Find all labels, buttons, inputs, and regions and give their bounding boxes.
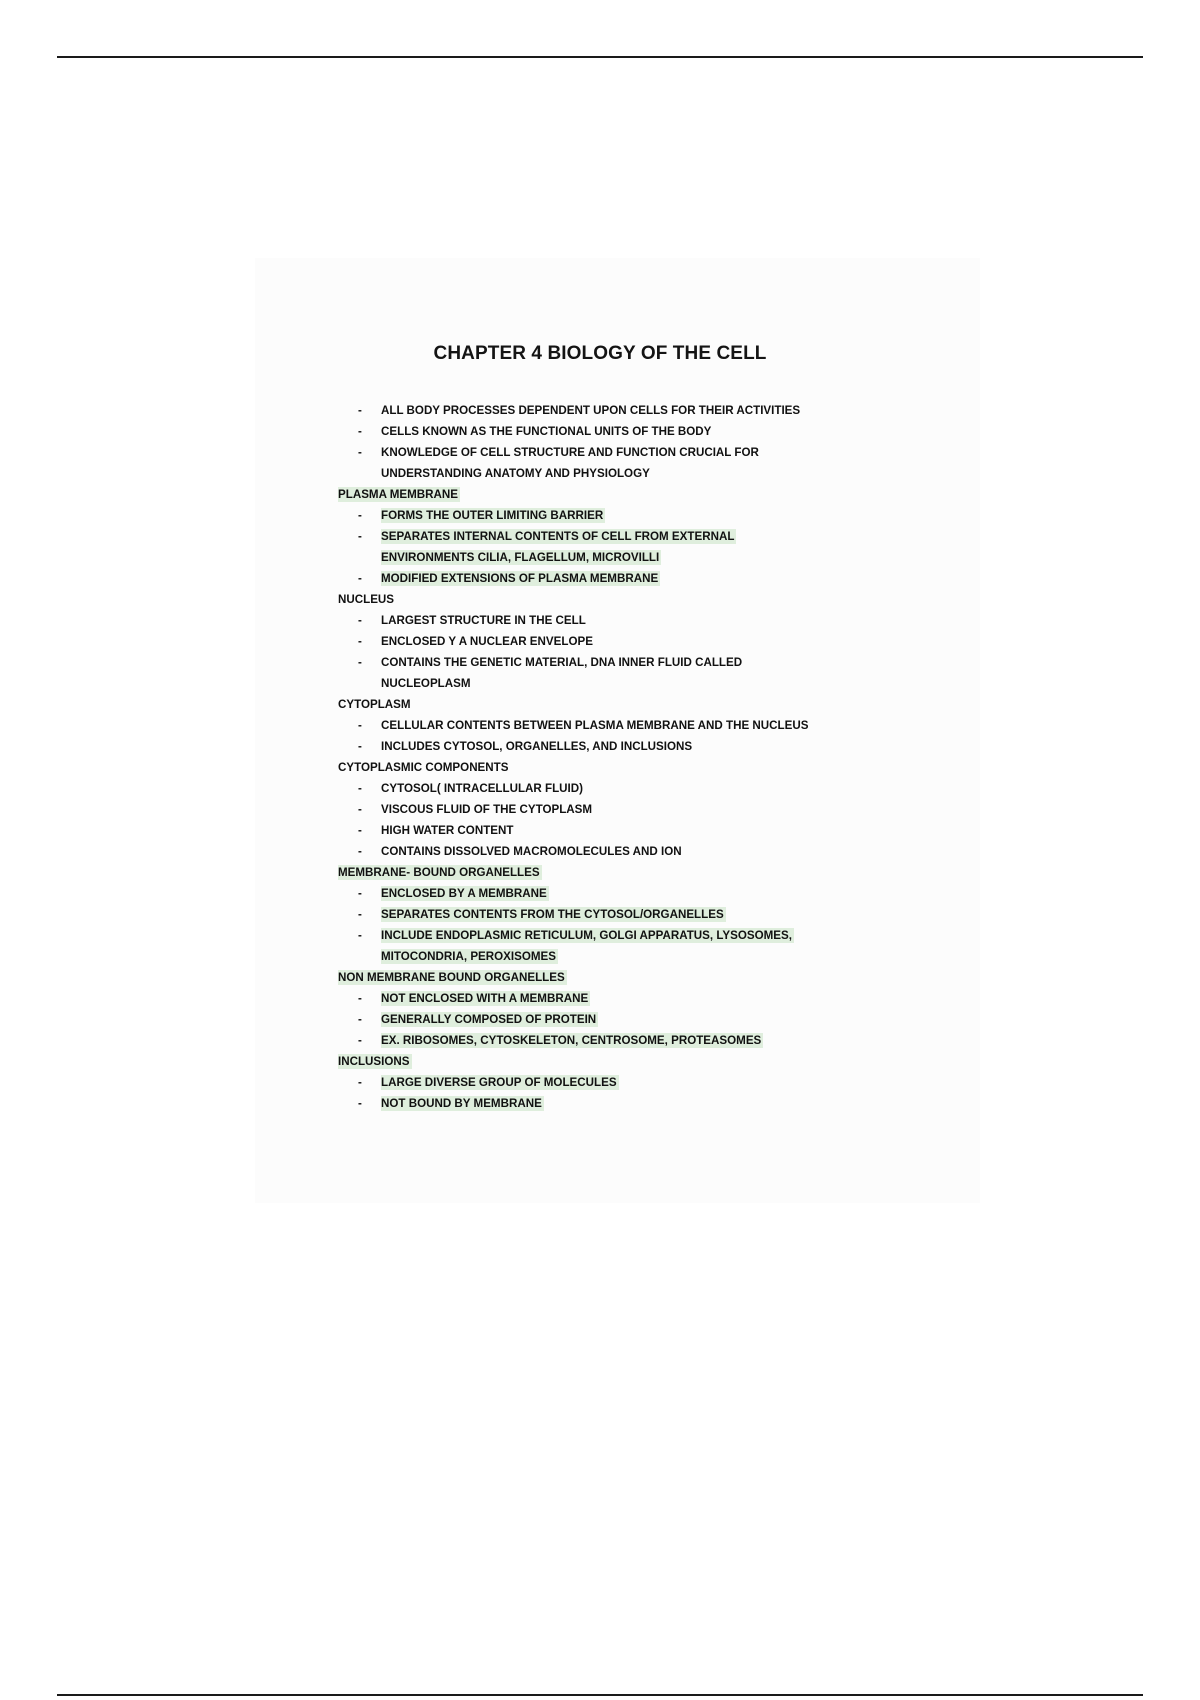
line-text: KNOWLEDGE OF CELL STRUCTURE AND FUNCTION CRUCIAL FOR bbox=[381, 446, 759, 459]
line-text: PLASMA MEMBRANE bbox=[338, 488, 459, 501]
document-title: CHAPTER 4 BIOLOGY OF THE CELL bbox=[433, 343, 767, 364]
bullet-item bbox=[338, 925, 938, 946]
bullet-item bbox=[338, 988, 938, 1009]
bullet-dash: - bbox=[358, 803, 362, 816]
bullet-dash: - bbox=[358, 509, 362, 522]
line-text: FORMS THE OUTER LIMITING BARRIER bbox=[381, 509, 604, 522]
bullet-item bbox=[338, 505, 938, 526]
bullet-dash: - bbox=[358, 1013, 362, 1026]
line-text: CELLULAR CONTENTS BETWEEN PLASMA MEMBRANE AND THE NUCLEUS bbox=[381, 719, 809, 732]
bullet-item bbox=[338, 442, 938, 463]
line-text: EX. RIBOSOMES, CYTOSKELETON, CENTROSOME, PROTEASOMES bbox=[381, 1034, 762, 1047]
line-text: INCLUSIONS bbox=[338, 1055, 410, 1068]
section-heading bbox=[338, 694, 938, 715]
line-text: INCLUDES CYTOSOL, ORGANELLES, AND INCLUSIONS bbox=[381, 740, 693, 753]
bullet-item bbox=[338, 904, 938, 925]
bullet-item bbox=[338, 631, 938, 652]
bullet-item bbox=[338, 778, 938, 799]
bullet-item bbox=[338, 610, 938, 631]
line-text: INCLUDE ENDOPLASMIC RETICULUM, GOLGI APPARATUS, LYSOSOMES, bbox=[381, 929, 792, 942]
line-text: CONTAINS THE GENETIC MATERIAL, DNA INNER FLUID CALLED bbox=[381, 656, 743, 669]
bullet-continuation bbox=[338, 946, 938, 967]
bullet-dash: - bbox=[358, 845, 362, 858]
bullet-continuation bbox=[338, 673, 938, 694]
top-rule bbox=[57, 56, 1143, 58]
bullet-dash: - bbox=[358, 1034, 362, 1047]
bullet-dash: - bbox=[358, 404, 362, 417]
line-text: ENVIRONMENTS CILIA, FLAGELLUM, MICROVILLI bbox=[381, 551, 660, 564]
bullet-dash: - bbox=[358, 530, 362, 543]
bullet-item bbox=[338, 400, 938, 421]
line-text: SEPARATES CONTENTS FROM THE CYTOSOL/ORGANELLES bbox=[381, 908, 724, 921]
bullet-dash: - bbox=[358, 572, 362, 585]
line-text: CONTAINS DISSOLVED MACROMOLECULES AND ION bbox=[381, 845, 682, 858]
bullet-item bbox=[338, 568, 938, 589]
section-heading bbox=[338, 1051, 938, 1072]
line-text: NUCLEOPLASM bbox=[381, 677, 471, 690]
bullet-dash: - bbox=[358, 446, 362, 459]
line-text: UNDERSTANDING ANATOMY AND PHYSIOLOGY bbox=[381, 467, 650, 480]
bullet-dash: - bbox=[358, 656, 362, 669]
bullet-dash: - bbox=[358, 614, 362, 627]
line-text: CELLS KNOWN AS THE FUNCTIONAL UNITS OF THE BODY bbox=[381, 425, 712, 438]
line-text: NUCLEUS bbox=[338, 593, 395, 606]
bullet-item bbox=[338, 715, 938, 736]
section-heading bbox=[338, 757, 938, 778]
section-heading bbox=[338, 589, 938, 610]
bullet-continuation bbox=[338, 547, 938, 568]
bullet-dash: - bbox=[358, 824, 362, 837]
bullet-continuation bbox=[338, 463, 938, 484]
bullet-item bbox=[338, 1072, 938, 1093]
bullet-dash: - bbox=[358, 1076, 362, 1089]
bullet-item bbox=[338, 1030, 938, 1051]
line-text: VISCOUS FLUID OF THE CYTOPLASM bbox=[381, 803, 593, 816]
bullet-dash: - bbox=[358, 719, 362, 732]
section-heading bbox=[338, 967, 938, 988]
line-text: SEPARATES INTERNAL CONTENTS OF CELL FROM EXTERNAL bbox=[381, 530, 735, 543]
bottom-rule bbox=[57, 1694, 1143, 1696]
line-text: NOT BOUND BY MEMBRANE bbox=[381, 1097, 542, 1110]
bullet-item bbox=[338, 652, 938, 673]
line-text: ENCLOSED Y A NUCLEAR ENVELOPE bbox=[381, 635, 593, 648]
section-heading bbox=[338, 484, 938, 505]
bullet-dash: - bbox=[358, 908, 362, 921]
bullet-item bbox=[338, 736, 938, 757]
bullet-dash: - bbox=[358, 992, 362, 1005]
line-text: MITOCONDRIA, PEROXISOMES bbox=[381, 950, 556, 963]
notes-body bbox=[338, 400, 938, 1114]
bullet-item bbox=[338, 883, 938, 904]
section-heading bbox=[338, 862, 938, 883]
line-text: ALL BODY PROCESSES DEPENDENT UPON CELLS FOR THEIR ACTIVITIES bbox=[381, 404, 801, 417]
bullet-dash: - bbox=[358, 887, 362, 900]
line-text: CYTOPLASM bbox=[338, 698, 411, 711]
line-text: CYTOPLASMIC COMPONENTS bbox=[338, 761, 509, 774]
bullet-item bbox=[338, 526, 938, 547]
bullet-dash: - bbox=[358, 1097, 362, 1110]
bullet-item bbox=[338, 421, 938, 442]
bullet-dash: - bbox=[358, 929, 362, 942]
line-text: CYTOSOL( INTRACELLULAR FLUID) bbox=[381, 782, 584, 795]
line-text: LARGEST STRUCTURE IN THE CELL bbox=[381, 614, 586, 627]
bullet-dash: - bbox=[358, 782, 362, 795]
bullet-dash: - bbox=[358, 635, 362, 648]
bullet-item bbox=[338, 799, 938, 820]
line-text: NOT ENCLOSED WITH A MEMBRANE bbox=[381, 992, 589, 1005]
line-text: ENCLOSED BY A MEMBRANE bbox=[381, 887, 547, 900]
bullet-dash: - bbox=[358, 740, 362, 753]
bullet-dash: - bbox=[358, 425, 362, 438]
line-text: HIGH WATER CONTENT bbox=[381, 824, 514, 837]
line-text: GENERALLY COMPOSED OF PROTEIN bbox=[381, 1013, 597, 1026]
line-text: MODIFIED EXTENSIONS OF PLASMA MEMBRANE bbox=[381, 572, 659, 585]
bullet-item bbox=[338, 1093, 938, 1114]
line-text: LARGE DIVERSE GROUP OF MOLECULES bbox=[381, 1076, 617, 1089]
line-text: NON MEMBRANE BOUND ORGANELLES bbox=[338, 971, 565, 984]
line-text: MEMBRANE- BOUND ORGANELLES bbox=[338, 866, 540, 879]
bullet-item bbox=[338, 820, 938, 841]
bullet-item bbox=[338, 841, 938, 862]
bullet-item bbox=[338, 1009, 938, 1030]
